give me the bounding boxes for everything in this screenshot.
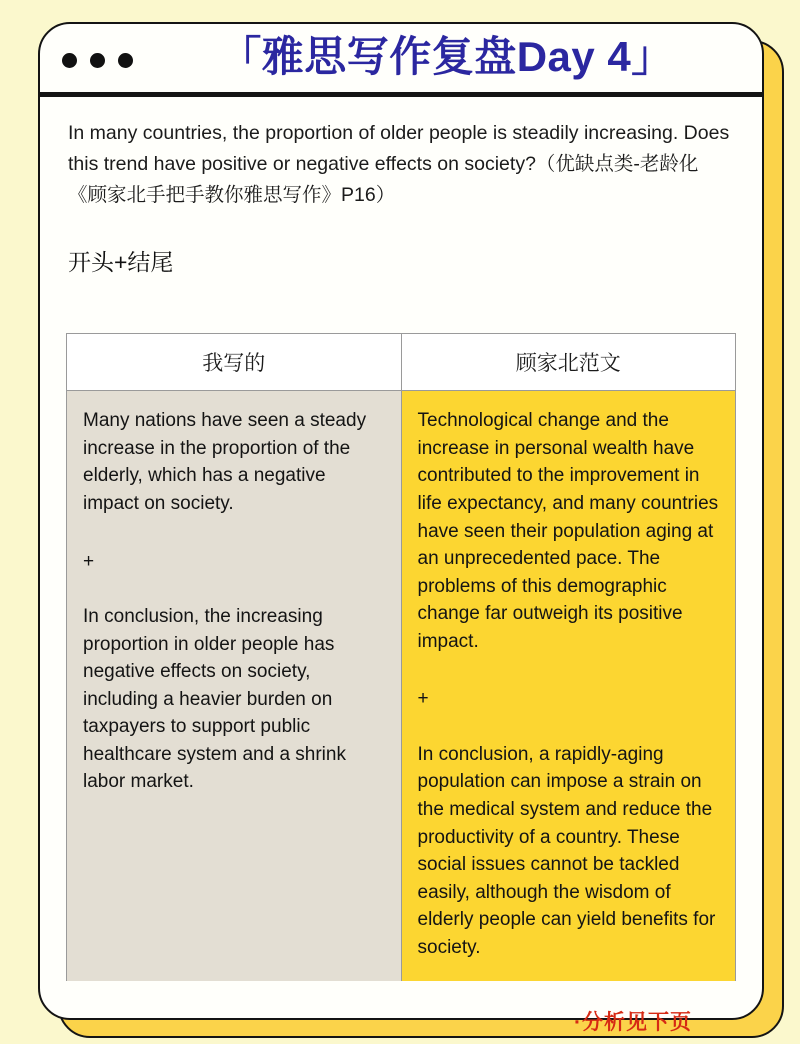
card-body [40, 92, 762, 981]
dot-icon [90, 53, 105, 68]
column-header-my-writing: 我写的 [67, 334, 401, 391]
card-header [40, 24, 762, 92]
dot-icon [118, 53, 133, 68]
paragraph-conclusion: In conclusion, the increasing proportion in older people has negative effects on society, including a heavier burden on taxpayers to support public healthcare system and a shrink labor market. [83, 606, 346, 793]
page-title: 「雅思写作复盘Day 4」 [219, 33, 674, 80]
question-prompt: In many countries, the proportion of older people is steadily increasing. Does this trend have positive or negative effects on society?（优缺点类-老龄化《顾家北手把手教你雅思写作》P16） [68, 122, 730, 206]
paragraph-conclusion: In conclusion, a rapidly-aging population can impose a strain on the medical system and reduce the productivity of a country. These social issues cannot be tackled easily, although the wisdom of elderly people can yield benefits for society. [417, 743, 716, 958]
comparison-table [66, 333, 736, 981]
column-body-my-writing [67, 391, 401, 981]
paragraph-intro: Technological change and the increase in personal wealth have contributed to the improvement in life expectancy, and many countries have seen their population aging at an unprecedented pace. The problems of this demographic change far outweigh its positive impact. [417, 410, 719, 652]
column-my-writing [67, 334, 402, 981]
three-dots-decoration [62, 53, 133, 68]
column-body-model-answer [402, 391, 736, 981]
dot-icon [62, 53, 77, 68]
column-model-answer [402, 334, 737, 981]
footer-note: ·分析见下页 [574, 1011, 692, 1034]
header-divider [40, 92, 762, 97]
plus-separator: + [83, 550, 95, 572]
main-card [38, 22, 764, 1020]
section-subheading: 开头+结尾 [68, 249, 174, 276]
paragraph-intro: Many nations have seen a steady increase in the proportion of the elderly, which has a negative impact on society. [83, 410, 367, 515]
plus-separator: + [417, 688, 429, 710]
column-header-model-answer: 顾家北范文 [402, 334, 736, 391]
